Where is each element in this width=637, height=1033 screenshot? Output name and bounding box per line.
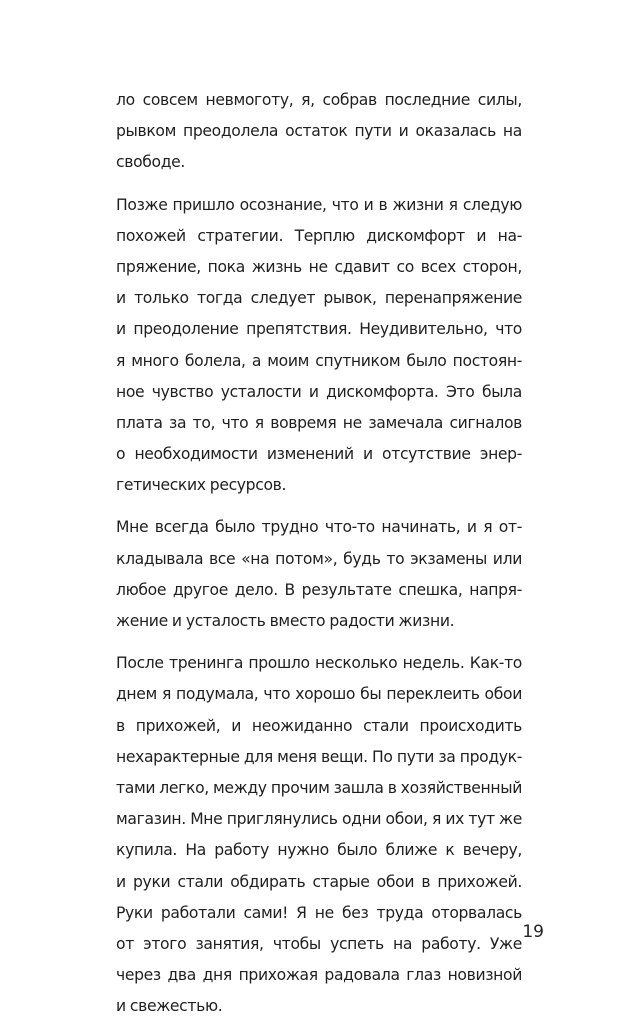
text-line: жение и усталость вместо радости жизни. xyxy=(116,612,455,630)
text-line: тами легко, между прочим зашла в хозяйственный xyxy=(116,778,522,797)
text-line: плата за то, что я вовремя не замечала сигналов xyxy=(116,413,522,432)
text-line: Руки работали сами! Я не без труда оторвалась xyxy=(116,903,522,922)
text-line: в прихожей, и неожиданно стали происходить xyxy=(116,716,522,735)
text-line: похожей стратегии. Терплю дискомфорт и на- xyxy=(116,226,522,245)
text-line: через два дня прихожая радовала глаз новизной xyxy=(116,966,522,985)
text-line: магазин. Мне приглянулись одни обои, я их тут же xyxy=(116,810,522,829)
page-number: 19 xyxy=(522,922,544,942)
paragraph-2 xyxy=(116,190,522,502)
text-line: я много болела, а моим спутником было постоян- xyxy=(116,351,522,370)
text-line: ло совсем невмоготу, я, собрав последние силы, xyxy=(116,91,522,109)
book-page-body xyxy=(116,85,522,1033)
paragraph-3 xyxy=(116,512,522,637)
text-line: и преодоление препятствия. Неудивительно, что xyxy=(116,320,522,339)
text-line: Мне всегда было трудно что-то начинать, и я от- xyxy=(116,518,522,537)
text-line: нехарактерные для меня вещи. По пути за продук- xyxy=(116,747,522,766)
text-line: гетических ресурсов. xyxy=(116,476,287,495)
text-line: и только тогда следует рывок, перенапряжение xyxy=(116,289,522,308)
text-line: и свежестью. xyxy=(116,997,223,1016)
text-line: от этого занятия, чтобы успеть на работу. Уже xyxy=(116,934,522,953)
text-line: любое другое дело. В результате спешка, напря- xyxy=(116,580,522,599)
text-line: кладывала все «на потом», будь то экзамены или xyxy=(116,549,522,568)
text-line: днем я подумала, что хорошо бы переклеить обои xyxy=(116,685,522,704)
text-line: После тренинга прошло несколько недель. Как-то xyxy=(116,654,522,673)
text-line: купила. На работу нужно было ближе к вечеру, xyxy=(116,841,522,860)
text-line: ное чувство усталости и дискомфорта. Это была xyxy=(116,382,522,401)
text-line: пряжение, пока жизнь не сдавит со всех сторон, xyxy=(116,257,522,276)
text-line: свободе. xyxy=(116,153,185,172)
text-line: и руки стали обдирать старые обои в прихожей. xyxy=(116,872,522,891)
text-line: о необходимости изменений и отсутствие энер- xyxy=(116,445,522,464)
paragraph-4 xyxy=(116,648,522,1022)
text-line: рывком преодолела остаток пути и оказалась на xyxy=(116,122,522,141)
paragraph-1 xyxy=(116,85,522,179)
text-line: Позже пришло осознание, что и в жизни я следую xyxy=(116,195,522,214)
